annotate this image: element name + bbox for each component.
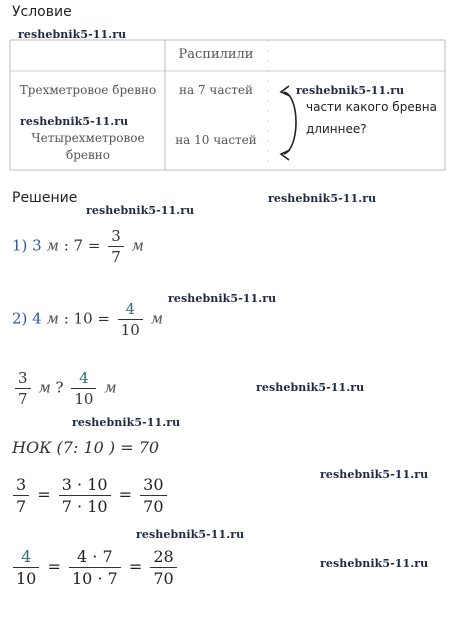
- table-header-cut: Распилили: [178, 47, 254, 62]
- row-cut-10: на 10 частей: [175, 133, 257, 147]
- step2-equation: 2) 4 м : 10 = $\frac{4}{10}$ м: [12, 300, 164, 339]
- watermark: reshebnik5-11.ru: [18, 28, 127, 41]
- watermark: reshebnik5-11.ru: [168, 292, 277, 305]
- comparison-expression: $\frac{3}{7}$ м ? $\frac{4}{10}$ м: [12, 369, 117, 408]
- lcm-line: НОК (7: 10 ) = 70: [12, 438, 160, 457]
- row-log-4m: Четырехметровое бревно: [31, 131, 145, 162]
- watermark: reshebnik5-11.ru: [86, 204, 195, 217]
- conversion-3-7: $\frac{3}{7}$ = $\frac{3 \cdot 10}{7 \cdot 10}$ = $\frac{30}{70}$: [10, 475, 170, 516]
- watermark: reshebnik5-11.ru: [296, 84, 405, 97]
- watermark: reshebnik5-11.ru: [268, 192, 377, 205]
- question-text: части какого бревна длиннее?: [306, 100, 437, 136]
- watermark: reshebnik5-11.ru: [320, 468, 429, 481]
- row-cut-7: на 7 частей: [179, 83, 253, 97]
- watermark: reshebnik5-11.ru: [136, 528, 245, 541]
- double-arrow-brace: [284, 92, 296, 154]
- condition-heading: Условие: [12, 4, 72, 20]
- step2-fraction: $\frac{4}{10}$: [118, 300, 143, 339]
- conversion-4-10: $\frac{4}{10}$ = $\frac{4 \cdot 7}{10 \cdot 7}$ = $\frac{28}{70}$: [10, 547, 180, 588]
- watermark: reshebnik5-11.ru: [256, 381, 365, 394]
- solution-heading: Решение: [12, 190, 78, 206]
- watermark: reshebnik5-11.ru: [20, 115, 129, 128]
- row-log-3m: Трехметровое бревно: [19, 83, 157, 97]
- watermark: reshebnik5-11.ru: [320, 557, 429, 570]
- step1-fraction: $\frac{3}{7}$: [108, 227, 124, 266]
- watermark: reshebnik5-11.ru: [72, 416, 181, 429]
- step1-equation: 1) 3 м : 7 = $\frac{3}{7}$ м: [12, 227, 144, 266]
